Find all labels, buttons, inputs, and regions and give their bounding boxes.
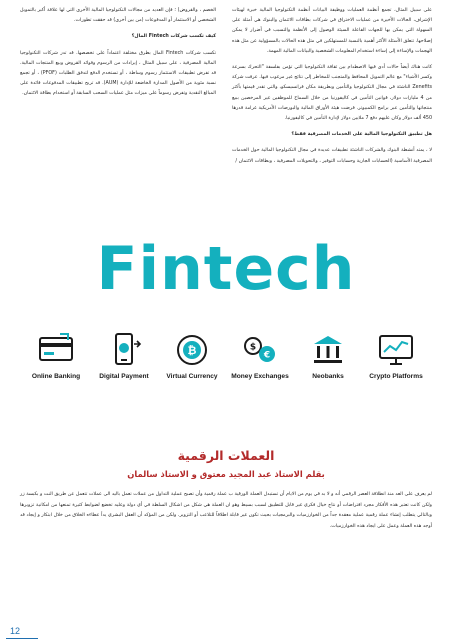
right-paragraph-3: لا ، يمتد أنشطة البنوك والشركات الناشئة تطبيقات عديدة في مجال التكنولوجيا المالية حول الخدمات المصرفية الأساسية (الحسابات الجارية وحسابات التوفير ، والتحويلات المصرفية ، وبطاقات الائتمان / (232, 148, 432, 164)
online-banking-label: Online Banking (31, 373, 81, 380)
right-question-heading: هل تطبيق التكنولوجيا المالية على الخدمات المصرفية فقط؟ (291, 132, 432, 138)
article-title: العملات الرقمية (177, 448, 275, 463)
banner-title: Fintech (96, 234, 356, 304)
money-exchanges-item (230, 330, 290, 381)
crypto-platform-icon (374, 330, 418, 370)
bank-card-icon (34, 330, 78, 370)
article-authors: بقلم الاستاذ عبد المجيد معتوق و الاستاذ سالمان (127, 469, 325, 479)
left-paragraph-1: الخصم ، والقروض) ؛ فإن العديد من مجالات التكنولوجيا المالية الأخرى التي لها علاقة أكبر بالتمويل الشخصي أو الاستثمار أو المدفوعات (من بين أخرى) قد حققت تطورات. (20, 8, 216, 24)
neobanks-label: Neobanks (312, 373, 344, 380)
online-banking-item (26, 330, 86, 381)
virtual-currency-label: Virtual Currency (166, 373, 218, 380)
money-exchanges-label: Money Exchanges (231, 373, 289, 380)
svg-text:$: $ (249, 342, 257, 353)
page-number: 12 (6, 624, 38, 639)
bitcoin-coin-icon (170, 330, 214, 370)
virtual-currency-item (162, 330, 222, 381)
left-paragraph-2: تكسب شركات Fintech المال بطرق مختلفة اعتماداً على تخصصها. قد تدر شركات التكنولوجيا المالية المصرفية ، على سبيل المثال ، إيرادات من الرسوم وفوائد القروض وبيع المنتجات المالية. قد تفرض تطبيقات الاستثمار رسوم وساطة ، أو تستخدم الدفع لتدفق الطلبات (PFOF) ، أو تجمع نسبة مئوية من الأصول المدارة الخاضعة للإدارة (AUM). قد تربح تطبيقات المدفوعات فائدة على المبالغ النقدية وتفرض رسوماً على ميزات مثل عمليات السحب السابقة أو استخدام بطاقة الائتمان. (20, 50, 217, 97)
svg-text:€: € (263, 350, 271, 361)
svg-text:₿: ₿ (187, 344, 197, 357)
right-paragraph-1: على سبيل المثال، تجمع أنظمة العمليات ووظيفة البيانات أنظمة التكنولوجيا المالية خبرة لهيئات الإشراف، الحالات الأخيرة من عمليات الاختراق في شركات بطاقات الائتمان والبنوك هي أمثلة على السهولة التي يمكن بها للجهات الفاعلة السيئة الوصول إلى الأنظمة والتسبب في أضرار لا يمكن إصلاحها. تتعلق الأسئلة الأكثر أهمية بالنسبة للمستهلكين في مثل هذه الحالات بالمسؤولية عن مثل هذه الهجمات والإساءة إلى إساءة استخدام المعلومات الشخصية والبيانات المالية المهمة. (232, 8, 432, 54)
right-column (232, 6, 432, 173)
digital-payment-item (94, 330, 154, 381)
crypto-platforms-item (366, 330, 426, 381)
fintech-banner (20, 222, 432, 420)
article-body: لم يعرف على العد منذ انطلاقة العصر الرقمي أنه و لا بد في يوم من الايام أن تستبدل العملة الورقية ب عملة رقمية وأن تصبح عملية التداول من عملات تعمل باليد الى عملات تتعمل عن طريق النت و بكبسة زر ولكن كانت تعتبر هذه الأفكار مجرد افتراضات أو نتاج خيال فكري غير قابل للتطبيق لسبب بسيط وهو ان العملة هي شكل من اشكال السلطة في أي دولة وعليه تخضع لضوابط كثيرة تمنعها من امكانية تزويرها وبالتالي يتطلب إنشاء عملة رقمية عملية معقدة جداً من الخوارزميات والبرمجيات بحيث تكون غير قابلة اطلاقاً للتلاعب أو التزوير. ولكن من المؤكد أن العقل البشري يدأ عطاءه الخلاق من خلال ابتكار و إيجاد قد أوجد هذه العملة وعمل على ايجاد هذه الخوارزميات. (20, 492, 432, 529)
right-paragraph-2: كانت هناك أيضاً حالات أدى فيها الاصطدام بين ثقافة التكنولوجيا التي تؤمن بفلسفة "التحرك بسرعة وكسر الأشياء" مع عالم التمويل المحافظ والمتجنب للمخاطر إلى نتائج غير مرغوب فيها. عرفت شركة Zenefits الناشئة في مجال التكنولوجيا والتأمين وبطريقة مكان فرانسيسكو، والتي تقدر قيمتها بأكثر من 4 مليارات دولار، قوانين التأمين في كاليفورنيا من خلال السماح للموظفين غير المرخصين ببيع منتجاتها والتأمين عبر برامج الكمبيوتر. فرضت هيئة الأوراق المالية والبورصات الأمريكية غرامة قدرها 450 ألف دولار وكان عليهم دفع 7 ملايين دولار لإدارة التأمين في كاليفورنيا. (232, 65, 432, 122)
digital-payment-label: Digital Payment (99, 373, 149, 380)
crypto-platforms-label: Crypto Platforms (369, 373, 423, 380)
neobanks-item (298, 330, 358, 381)
phone-payment-icon (102, 330, 146, 370)
two-column-text (20, 6, 432, 230)
left-column (20, 6, 216, 106)
money-exchange-icon (238, 330, 282, 370)
fintech-icon-row (26, 330, 426, 410)
neobank-icon (306, 330, 350, 370)
left-question-heading: كيف تكسب شركات Fintech المال؟ (131, 34, 216, 40)
